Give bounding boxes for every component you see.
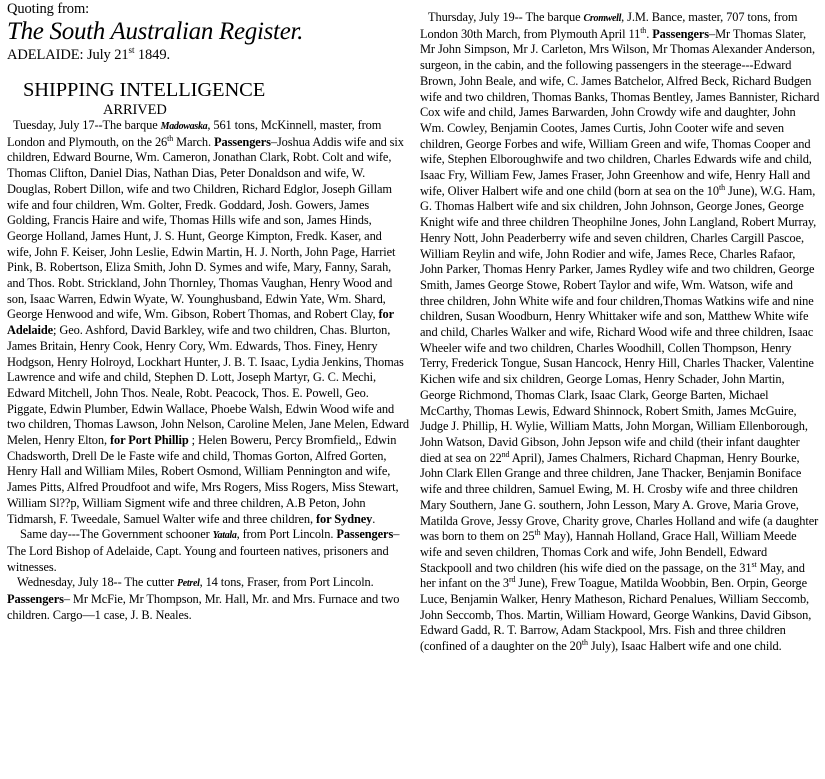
entry-text: June), W.G. Ham, G. Thomas Halbert wife and six children, John Johnson, George Jones, George Knight wife and three children Theophilne Jones, John Langland, Robert Murray, Henry Nott, John Peaderberry wife and seven children, Charles Cargill Pascoe, William Reylin and wife, John Rodier and wife, James Rece, Charles Rafaor, John Parker, Thomas Henry Parker, James Rydley wife and two children, George Smith, James George Stowe, Robert Taylor and wife, Wm. Watson, wife and three children, John White wife and four children,Thomas Watkins wife and nine children, Susan Woodburn, Henry Whittaker wife and son, Matthew White wife and child, Charles Walker and wife, Richard Wood wife and three children, Isaac Wheeler wife and two children, Charles Woodhill, Collen Thompson, Henry Terry, Frederick Tongue, Susan Hancock, Henry Hill, Charles Thacker, Valentine Kichen wife and six children, George Lomas, Henry Schader, John Martin, George Richmond, Thomas Clark, Isaac Clark, George Barten, Michael McCarthy, Thomas Lewis, Edward Shinnock, Robert Smith, James McGuire, Judge J. Phillip, H. Wylie, William Matts, John Morgan, William Ellenborough, John Watson, David Gibson, John Jepson wife and child (their infant daughter died at sea on 22 [420,183,817,465]
passengers-label: Passengers [7,592,64,607]
ordinal-suffix: th [640,25,647,35]
section-subtitle: ARRIVED [103,102,167,118]
destination-label: for Port Phillip [109,433,189,448]
entry-yatala [7,527,409,575]
entry-petrel [7,575,409,623]
ship-name: Petrel [176,578,200,590]
ship-name: Cromwell [583,13,622,24]
entry-text: – Mr McFie, Mr Thompson, Mr. Hall, Mr. and Mrs. Furnace and two children. Cargo—1 case, J. B. Neales. [7,592,400,622]
passengers-label: Passengers [336,527,394,542]
entry-madowaska [7,118,409,527]
section-title: SHIPPING INTELLIGENCE [23,79,266,101]
right-column [420,10,820,655]
destination-label: for Sydney [316,511,373,526]
entry-text: –Joshua Addis wife and six children, Edward Bourne, Wm. Cameron, Jonathan Clark, Robt. Colt and wife, Thomas Clifton, Daniel Dias, Nathan Dias, Peter Donaldson and wife, W. Douglas, Robert Dillon, wife and two Children, Richard Edglor, Joseph Gillam wife and four children, Wm. Golter, Fredk. Goddard, Josh. Gowers, James Golding, Francis Haire and wife, Thomas Hills wife and son, James Hinds, George Holland, James Hunt, J. S. Hunt, George Kimpton, Fredk. Kaser, and wife, John F. Keiser, John Leslie, Edwin Martin, H. J. North, John Page, Harriet Pink, B. Robertson, Eliza Smith, John D. Symes and wife, Mary, Fanny, Sarah, and Thos. Robt. Strickland, John Thornley, Thomas Vaughan, Henry Wood and son, Isaac Warren, Edwin Wyate, W. Younghusband, Edwin Yate, Wm. Shard, George Henwood and wife, Wm. Gibson, Robert Thomas, and Robert Clay, [7,134,404,322]
entry-text: May, and her infant on the 3 [420,560,805,591]
entry-text: March. [173,134,215,149]
newspaper-title: The South Australian Register. [7,18,304,45]
ordinal-suffix: th [534,528,541,538]
quoting-label: Quoting from: [7,1,90,17]
ship-name: Yatala [212,530,237,542]
entry-text: Tuesday, July 17--The barque [13,118,161,132]
passengers-label: Passengers [652,26,710,41]
entry-text: ; Geo. Ashford, David Barkley, wife and two children, Chas. Blurton, James Britain, Henry Cook, Henry Cory, Wm. Edwards, Thos. Finey, Henry Hodgson, Henry Holroyd, Lockhart Hunter, J. B. T. Isaac, Lydia Jenkins, Thomas Lawrence and wife and child, Stephen D. Lott, Joseph Martyr, G. C. Mechi, Edward Mitchell, John Thos. Neale, Robt. Peacock, Thos. E. Powell, Geo. Piggate, Edwin Plumber, Edwin Wallace, Phoebe Walsh, Edwin Wood wife and two children, Thomas Lawson, John Nelson, Caroline Melen, Jane Melen, Edward Melen, Henry Elton, [7,323,410,448]
entry-text: –Mr Thomas Slater, Mr John Simpson, Mr J. Carleton, Mrs Wilson, Mr Thomas Alexander Anderson, surgeon, in the cabin, and the following passengers in the steerage---Edward Brown, John Beale, and wife, C. James Batchelor, Alfred Beck, Richard Budgen wife and two children, Thomas Banks, Thomas Bentley, James Bannister, Richard Cox wife and child, James Barwarden, John Crowdy wife and daughter, John Wm. Cowley, Benjamin Cootes, James Curtis, John Cooter wife and seven children, George Forbes and wife, William Green and wife, Thomas Cooper and wife, Stephen Elboroughwife and two children, Charles Edwards wife and child, Isaac Fry, William Few, James Fraser, John Greenhow and wife, Henry Hall and wife, Oliver Halbert wife and one child (born at sea on the 10 [420,26,820,198]
passengers-label: Passengers [214,134,271,149]
dateline [7,46,409,64]
entry-text: Wednesday, July 18-- The cutter [17,575,177,590]
entry-text: , 14 tons, Fraser, from Port Lincoln. [199,575,374,590]
ordinal-suffix: th [719,182,726,192]
left-column [7,0,409,624]
entry-text: May), Hannah Holland, Grace Hall, William Meede wife and seven children, Thomas Cork and wife, John Bendell, Edward Stackpooll and two children (his wife died on the passage, on the 31 [420,529,797,575]
entry-text: Thursday, July 19-- The barque [428,10,584,24]
ordinal-suffix: nd [501,449,510,459]
ordinal-suffix: st [751,559,757,569]
entry-text: . [372,511,376,526]
dateline-place: ADELAIDE: July 21 [7,47,129,63]
entry-text: Same day---The Government schooner [20,527,213,542]
entry-text: , 561 tons, McKinnell, master, from London and Plymouth, on the 26 [7,118,382,149]
entry-text: , J.M. Bance, master, 707 tons, from London 30th March, from Plymouth April 11 [420,10,798,41]
entry-text: April), James Chalmers, Richard Chapman, Henry Bourke, John Clark Ellen Grange and three children, Jane Thacker, Benjamin Boniface wife and three children, Samuel Ewing, M. H. Crosby wife and three children Mary Southern, Jane G. southern, John Lesson, Mary A. Grove, Maria Grove, Matilda Grove, Jessy Grove, Charity grove, Charles Holland and wife (a daughter was born to them on 25 [420,450,819,544]
ship-name: Madowaska [160,121,208,132]
entry-text: . [646,26,653,41]
entry-text: , from Port Lincoln. [236,527,337,542]
dateline-year: 1849. [134,47,171,63]
ordinal-suffix: th [581,638,588,647]
entry-text: –The Lord Bishop of Adelaide, Capt. Young and fourteen natives, prisoners and witnesses. [7,527,400,574]
ordinal-suffix: rd [508,575,516,585]
entry-text: June), Frew Toague, Matilda Woobbin, Ben. Orpin, George Luce, Benjamin Walker, Henry Matheson, Richard Penalues, William Seccomb, John Seccomb, Thos. Martin, William Howard, George Wankins, David Gibson, Edward Gadd, R. T. Barrow, Adam Stackpool, Mrs. Fish and three children (confined of a daughter on the 20 [420,576,812,654]
destination-label: for Adelaide [7,307,394,338]
entry-text: July), Isaac Halbert wife and one child. [587,639,782,654]
dateline-suffix: st [128,45,135,56]
entry-cromwell [420,10,820,655]
ordinal-suffix: th [167,133,174,143]
entry-text: ; Helen Boweru, Percy Bromfield,, Edwin Chadsworth, Drell De le Faste wife and child, Thomas Gorton, Alfred Gorten, Henry Hall and William Miles, Robert Osmond, William Pennington and wife, James Pitts, Alfred Proudfoot and wife, Mrs Rogers, Miss Rogers, Miss Stewart, William Sl??p, William Sigment wife and three children, A.B Peton, John Tidmarsh, F. Tweedale, Samuel Walter wife and three children, [7,433,399,526]
